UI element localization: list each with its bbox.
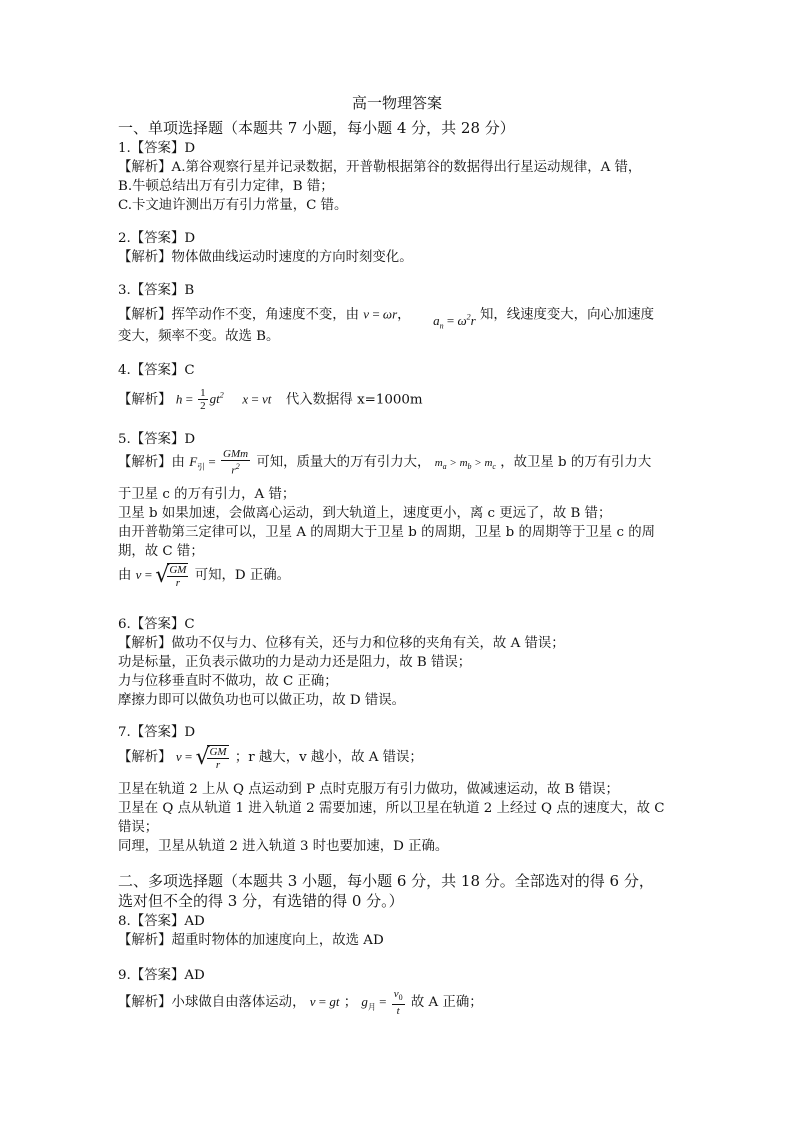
q2-answer: 2.【答案】D: [118, 231, 196, 246]
q5-text: 可知，质量大的万有引力大，: [256, 455, 431, 470]
formula-moon-gravity: $g_月$: [361, 994, 376, 1012]
q5-analysis-line: 卫星 b 如果加速，会做离心运动，到大轨道上，速度更小，离 c 更远了，故 B 错；: [118, 506, 612, 521]
q6-answer: 6.【答案】C: [118, 617, 195, 632]
q5-text: 【解析】由: [118, 455, 185, 470]
q1-analysis-line: B.牛顿总结出万有引力定律，B 错；: [118, 179, 334, 194]
q3-text: 知，线速度变大，向心加速度: [479, 307, 655, 323]
q5-text: ，故卫星 b 的万有引力大: [500, 455, 652, 470]
q5-answer: 5.【答案】D: [118, 432, 196, 447]
q7-analysis-line: 卫星在 Q 点从轨道 1 进入轨道 2 需要加速，所以卫星在轨道 2 上经过 Q 点的速度大，故 C: [118, 801, 665, 816]
q5-analysis-line: 期，故 C 错；: [118, 544, 204, 559]
q7-analysis-line: 错误；: [118, 820, 159, 835]
q9-analysis-line: 【解析】小球做自由落体运动， v = gt ； $g_月$ = $\frac{v_0}{t}$ 故 A 正确；: [118, 987, 483, 1018]
formula-h-half-gt2: h: [175, 391, 183, 407]
page-title: 高一物理答案: [351, 94, 442, 112]
q6-analysis-line: 【解析】做功不仅与力、位移有关，还与力和位移的夹角有关，故 A 错误；: [118, 636, 565, 651]
formula-orbital-speed: v: [135, 567, 142, 582]
q1-analysis-line: C.卡文迪许测出万有引力常量，C 错。: [118, 198, 348, 213]
formula-centripetal-acceleration: $a_n$: [433, 313, 444, 331]
q4-text: 代入数据得 x=1000m: [285, 392, 423, 408]
q7-analysis-line: 【解析】 v = √ $\frac{GM}{r}$ ；r 越大，v 越小，故 A 错误；: [118, 744, 423, 771]
q7-text: 【解析】: [118, 750, 172, 765]
q7-analysis-line: 同理，卫星从轨道 2 进入轨道 3 时也要加速，D 正确。: [118, 839, 449, 854]
q3-analysis-line: 【解析】挥竿动作不变，角速度不变，由 v = ωr， $a_n = \omega^2r$ 知，线速度变大，向心加速度: [118, 306, 655, 331]
q5-analysis-line: 于卫星 c 的万有引力，A 错；: [118, 487, 296, 502]
q5-analysis-line: 由开普勒第三定律可以，卫星 A 的周期大于卫星 b 的周期，卫星 b 的周期等于卫星 c 的周: [118, 525, 656, 540]
q6-analysis-line: 功是标量，正负表示做功的力是动力还是阻力，故 B 错误；: [118, 655, 472, 670]
q1-answer: 1.【答案】D: [118, 141, 196, 156]
q2-analysis-line: 【解析】物体做曲线运动时速度的方向时刻变化。: [118, 250, 413, 265]
q7-analysis-line: 卫星在轨道 2 上从 Q 点运动到 P 点时克服万有引力做功，做减速运动，故 B 错误；: [118, 782, 619, 797]
q9-text: 【解析】小球做自由落体运动，: [118, 995, 306, 1010]
formula-v-omega-r: v: [363, 306, 370, 322]
formula-orbital-speed: v: [175, 749, 182, 764]
q5-analysis-line: 【解析】由 $F_引$ = $\frac{\text{GMm}}{r^2}$ 可知，质量大的万有引力大， $m_a > m_b > m_c$ ，故卫星 b 的万有引力大: [118, 448, 652, 477]
q3-text: 【解析】挥竿动作不变，角速度不变，由: [118, 307, 360, 323]
formula-x-vt: x: [242, 391, 249, 407]
section-heading-single-choice: 一、单项选择题（本题共 7 小题，每小题 4 分，共 28 分）: [118, 119, 515, 137]
q1-analysis-line: 【解析】A.第谷观察行星并记录数据，开普勒根据第谷的数据得出行星运动规律，A 错，: [118, 160, 642, 175]
q9-answer: 9.【答案】AD: [118, 968, 205, 983]
q3-analysis-line: 变大，频率不变。故选 B。: [118, 329, 280, 344]
formula-gravitation: $F_引$: [189, 454, 206, 472]
q8-analysis-line: 【解析】超重时物体的加速度向上，故选 AD: [118, 933, 384, 948]
q6-analysis-line: 力与位移垂直时不做功，故 C 正确；: [118, 674, 338, 689]
q6-analysis-line: 摩擦力即可以做负功也可以做正功，故 D 错误。: [118, 693, 406, 708]
q5-text: 可知，D 正确。: [194, 568, 291, 583]
q4-answer: 4.【答案】C: [118, 363, 195, 378]
q3-answer: 3.【答案】B: [118, 283, 195, 298]
q4-analysis-line: 【解析】 h = $\frac{1}{2}$ $gt^2$ x = vt 代入数据得 x=1000m: [118, 387, 423, 413]
q9-text: 故 A 正确；: [410, 995, 483, 1010]
q4-label: 【解析】: [118, 392, 172, 408]
q5-text: 由: [118, 568, 132, 583]
q9-text: ；: [343, 995, 358, 1010]
q7-answer: 7.【答案】D: [118, 725, 196, 740]
q7-text: ；r 越大，v 越小，故 A 错误；: [234, 750, 423, 765]
section-heading-multi-choice-cont: 选对但不全的得 3 分，有选错的得 0 分。）: [118, 892, 404, 910]
formula-mass-compare: $m_a > m_b > m_c$: [434, 457, 496, 472]
q5-analysis-line: 由 v = √ $\frac{GM}{r}$ 可知，D 正确。: [118, 562, 291, 589]
q8-answer: 8.【答案】AD: [118, 914, 205, 929]
section-heading-multi-choice: 二、多项选择题（本题共 3 小题，每小题 6 分，共 18 分。全部选对的得 6 分，: [118, 872, 654, 890]
formula-v-gt: v: [309, 994, 316, 1009]
